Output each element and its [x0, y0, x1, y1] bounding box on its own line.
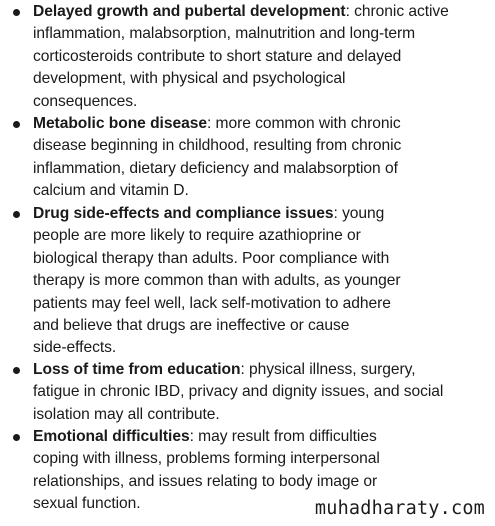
- line: consequences.: [33, 92, 138, 110]
- line: [33, 359, 489, 381]
- line: [33, 203, 489, 225]
- item-term: Loss of time from education: [33, 361, 241, 378]
- line: coping with illness, problems forming interpersonal: [33, 450, 380, 468]
- line: [33, 1, 489, 23]
- bullet-icon: [13, 434, 20, 441]
- bullet-icon: [13, 367, 20, 374]
- item-term: Delayed growth and pubertal development: [33, 3, 346, 20]
- line: patients may feel well, lack self-motivation to adhere: [33, 294, 391, 312]
- line: [33, 426, 489, 448]
- line: relationships, and issues relating to body image or: [33, 472, 378, 490]
- line: inflammation, malabsorption, malnutrition and long-term: [33, 25, 416, 43]
- line: fatigue in chronic IBD, privacy and dignity issues, and social: [33, 383, 444, 401]
- item-term: Drug side-effects and compliance issues: [33, 205, 334, 222]
- watermark: muhadharaty.com: [314, 498, 485, 519]
- list-item-education: [0, 359, 495, 426]
- item-text: : chronic active: [345, 3, 449, 20]
- line: development, with physical and psychological: [33, 70, 346, 88]
- line: side-effects.: [33, 339, 117, 357]
- line: disease beginning in childhood, resulting from chronic: [33, 137, 402, 155]
- bullet-icon: [13, 211, 20, 218]
- list-item-drugs: [0, 203, 495, 360]
- item-term: Metabolic bone disease: [33, 115, 207, 132]
- item-text: : young: [333, 205, 385, 222]
- line: sexual function.: [33, 495, 141, 513]
- item-text: : more common with chronic: [206, 115, 401, 132]
- line: biological therapy than adults. Poor compliance with: [33, 249, 390, 267]
- line: calcium and vitamin D.: [33, 182, 189, 200]
- list-item-growth: [0, 1, 495, 113]
- line: people are more likely to require azathioprine or: [33, 227, 361, 245]
- bullet-icon: [13, 9, 20, 16]
- line: corticosteroids contribute to short stature and delayed: [33, 47, 402, 65]
- line: and believe that drugs are ineffective or cause: [33, 316, 350, 334]
- list-item-bone: [0, 113, 495, 203]
- bullet-icon: [13, 121, 20, 128]
- line: therapy is more common than with adults, as younger: [33, 272, 401, 290]
- line: [33, 113, 489, 135]
- item-text: : physical illness, surgery,: [240, 361, 416, 378]
- line: isolation may all contribute.: [33, 405, 220, 423]
- line: inflammation, dietary deficiency and malabsorption of: [33, 159, 398, 177]
- item-term: Emotional difficulties: [33, 428, 190, 445]
- item-text: : may result from difficulties: [189, 428, 377, 445]
